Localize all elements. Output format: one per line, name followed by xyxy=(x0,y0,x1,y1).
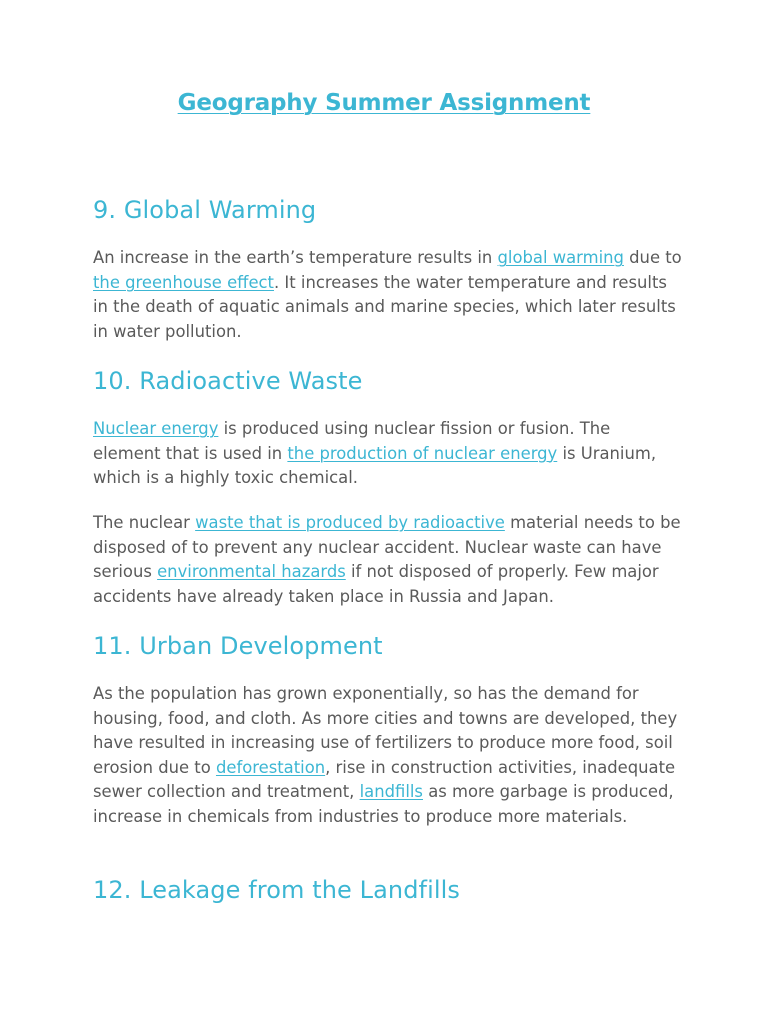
link-nuclear-energy[interactable]: Nuclear energy xyxy=(93,419,219,438)
paragraph-radioactive-waste-1 xyxy=(93,417,683,491)
document-title: Geography Summer Assignment xyxy=(177,90,591,116)
paragraph-text: An increase in the earth’s temperature results in xyxy=(93,248,498,267)
paragraph-text: as more garbage is produced, increase in chemicals from industries to produce more materials. xyxy=(93,782,674,826)
paragraph-text: , rise in construction activities, inadequate sewer collection and treatment, xyxy=(93,757,676,801)
paragraph-text: due to xyxy=(623,248,682,267)
section-heading-leakage-from-landfills: 12. Leakage from the Landfills xyxy=(93,876,461,904)
link-landfills[interactable]: landfills xyxy=(359,782,423,801)
link-global-warming[interactable]: global warming xyxy=(497,248,624,267)
paragraph-text: As the population has grown exponentially, so has the demand for housing, food, and cloth. As more cities and towns are developed, they have resulted in increasing use of fertilizers to produce more food, soil erosion due to xyxy=(93,684,678,777)
link-production-of-nuclear-energy[interactable]: the production of nuclear energy xyxy=(287,443,558,463)
link-waste-produced-by-radioactive[interactable]: waste that is produced by radioactive xyxy=(195,513,505,532)
paragraph-text: if not disposed of properly. Few major accidents have already taken place in Russia and Japan. xyxy=(93,562,659,606)
section-heading-radioactive-waste: 10. Radioactive Waste xyxy=(93,367,363,395)
link-deforestation[interactable]: deforestation xyxy=(215,757,326,777)
link-greenhouse-effect[interactable]: the greenhouse effect xyxy=(93,272,274,292)
paragraph-text: material needs to be disposed of to prevent any nuclear accident. Nuclear waste can have serious xyxy=(93,513,681,581)
section-heading-global-warming: 9. Global Warming xyxy=(93,196,317,224)
paragraph-text: is Uranium, which is a highly toxic chemical. xyxy=(93,443,657,487)
link-environmental-hazards[interactable]: environmental hazards xyxy=(157,562,346,581)
paragraph-radioactive-waste-2 xyxy=(93,511,683,609)
paragraph-text: . It increases the water temperature and results in the death of aquatic animals and marine species, which later results in water pollution. xyxy=(93,272,676,341)
paragraph-text: is produced using nuclear fission or fusion. The element that is used in xyxy=(93,419,611,463)
section-heading-urban-development: 11. Urban Development xyxy=(93,632,383,660)
paragraph-global-warming xyxy=(93,246,683,344)
paragraph-urban-development xyxy=(93,682,683,829)
paragraph-text: The nuclear xyxy=(93,513,196,532)
